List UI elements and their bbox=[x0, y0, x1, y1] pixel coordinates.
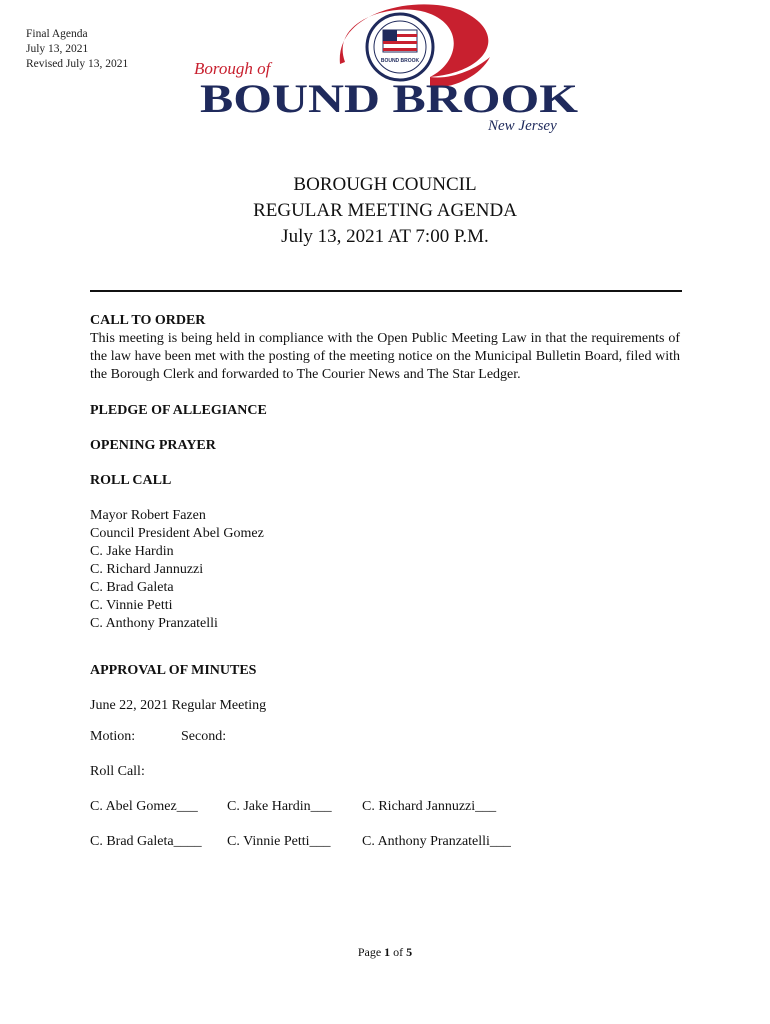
list-item: Council President Abel Gomez bbox=[90, 526, 264, 541]
vote-entry: C. Anthony Pranzatelli___ bbox=[362, 834, 511, 849]
vote-row bbox=[90, 798, 680, 816]
logo-main-text: BOUND BROOK bbox=[200, 76, 578, 121]
vote-entry: C. Richard Jannuzzi___ bbox=[362, 799, 497, 814]
borough-logo bbox=[190, 2, 590, 142]
list-item: C. Vinnie Petti bbox=[90, 598, 173, 613]
roll-call-heading: ROLL CALL bbox=[90, 473, 172, 488]
seal-icon bbox=[367, 14, 433, 80]
document-header-note bbox=[26, 27, 128, 72]
title-line: BOROUGH COUNCIL bbox=[293, 174, 477, 195]
page-label: Page bbox=[357, 945, 382, 959]
call-to-order-heading: CALL TO ORDER bbox=[90, 313, 206, 328]
page-total: 5 bbox=[406, 945, 413, 959]
page-number bbox=[0, 945, 770, 960]
motion-label: Motion: bbox=[90, 729, 136, 744]
minutes-item: June 22, 2021 Regular Meeting bbox=[90, 698, 267, 713]
roll-call-list bbox=[90, 507, 680, 633]
vote-entry: C. Jake Hardin___ bbox=[227, 799, 332, 814]
agenda-body bbox=[90, 312, 680, 851]
logo-state-text: New Jersey bbox=[488, 118, 557, 134]
title-line: July 13, 2021 AT 7:00 P.M. bbox=[281, 226, 489, 247]
vote-entry: C. Brad Galeta____ bbox=[90, 834, 202, 849]
list-item: C. Anthony Pranzatelli bbox=[90, 616, 218, 631]
list-item: C. Brad Galeta bbox=[90, 580, 174, 595]
header-note-line: Final Agenda bbox=[26, 28, 88, 40]
second-label: Second: bbox=[181, 729, 227, 744]
list-item: C. Richard Jannuzzi bbox=[90, 562, 204, 577]
vote-row bbox=[90, 833, 680, 851]
svg-text:BOUND BROOK: BOUND BROOK bbox=[380, 58, 420, 64]
prayer-heading: OPENING PRAYER bbox=[90, 438, 216, 453]
page-current: 1 bbox=[384, 945, 391, 959]
vote-entry: C. Abel Gomez___ bbox=[90, 799, 198, 814]
list-item: Mayor Robert Fazen bbox=[90, 508, 206, 523]
page-of: of bbox=[393, 945, 404, 959]
title-line: REGULAR MEETING AGENDA bbox=[253, 200, 517, 221]
list-item: C. Jake Hardin bbox=[90, 544, 174, 559]
agenda-title bbox=[0, 172, 770, 250]
header-note-line: July 13, 2021 bbox=[26, 43, 89, 55]
minutes-heading: APPROVAL OF MINUTES bbox=[90, 663, 257, 678]
title-divider bbox=[90, 290, 682, 292]
header-note-line: Revised July 13, 2021 bbox=[26, 58, 129, 70]
pledge-heading: PLEDGE OF ALLEGIANCE bbox=[90, 403, 267, 418]
roll-call-label: Roll Call: bbox=[90, 764, 145, 779]
logo-borough-of: Borough of bbox=[194, 59, 271, 78]
vote-entry: C. Vinnie Petti___ bbox=[227, 834, 331, 849]
motion-row bbox=[90, 728, 680, 746]
call-to-order-text: This meeting is being held in compliance with the Open Public Meeting Law in that the requirements of the law have been met with the posting of the meeting notice on the Municipal Bulletin Board, filed with the Borough Clerk and forwarded to The Courier News and The Star Ledger. bbox=[90, 331, 680, 382]
